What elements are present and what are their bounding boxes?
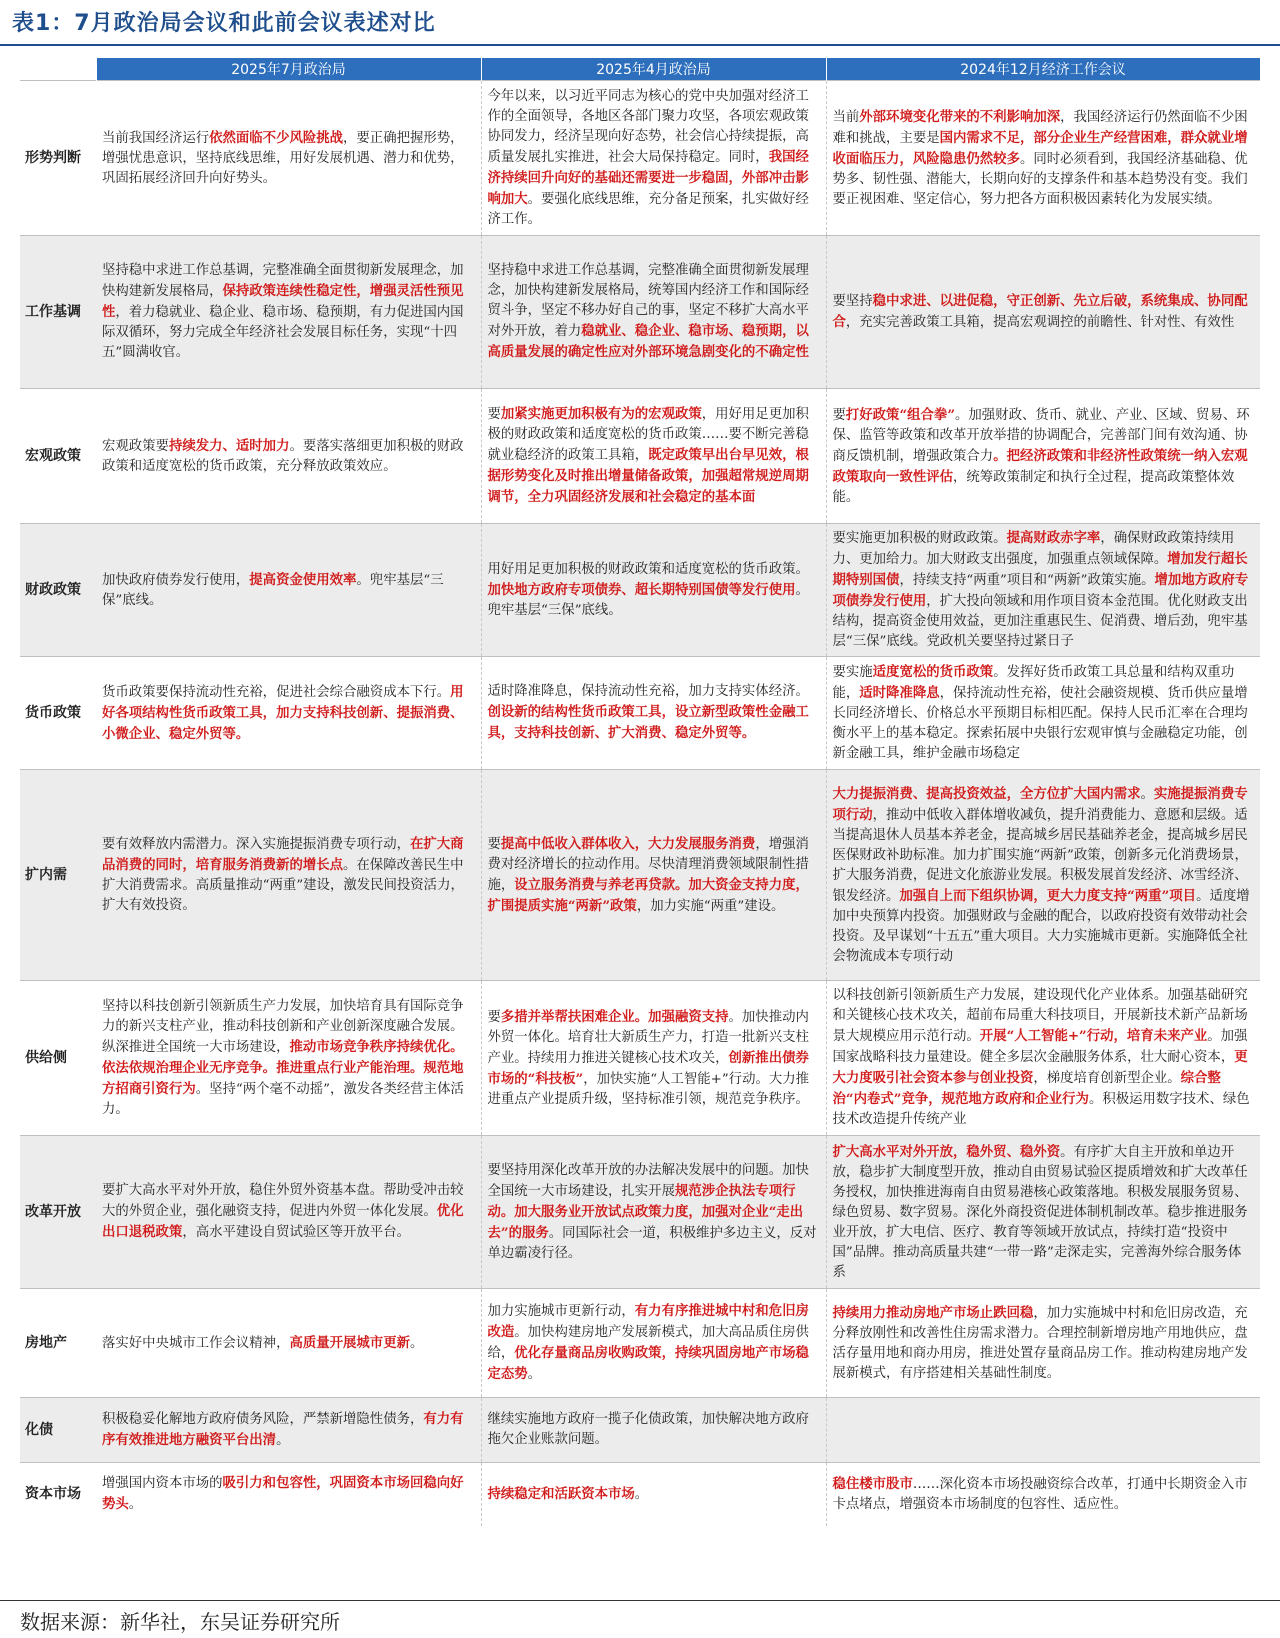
highlight-text: 吸引力和包容性，巩固资本市场回稳向好势头 (102, 1475, 464, 1513)
row-label: 财政政策 (25, 582, 81, 598)
body-text: 要坚持用深化改革开放的办法解决发展中的问题。加快全国统一大市场建设，扎实开展 (487, 1162, 809, 1199)
highlight-text: 用好各项结构性货币政策工具，加力支持科技创新、提振消费、小微企业、稳定外贸等。 (102, 683, 464, 742)
highlight-text: 更大力度吸引社会资本参与创业投资 (832, 1049, 1248, 1086)
table-cell (96, 1289, 481, 1398)
title-bar (0, 0, 1280, 44)
table-cell (96, 981, 481, 1136)
highlight-text: 在扩大商品消费的同时，培育服务消费新的增长点 (102, 836, 464, 873)
row-label: 供给侧 (25, 1050, 67, 1066)
table-cell (96, 81, 481, 236)
table-cell (96, 389, 481, 524)
highlight-text: 适时降准降息 (859, 685, 940, 701)
header-2025-jul: 2025年7月政治局 (96, 58, 481, 81)
table-cell (826, 524, 1260, 657)
body-text: 当前我国经济运行 (102, 130, 210, 146)
body-text: ，扩大投向领域和用作项目资本金范围。优化财政支出结构，提高资金使用效益，更加注重惠民生、促消费、增后劲，兜牢基层“三保”底线。党政机关要坚持过紧日子 (832, 594, 1248, 649)
row-label: 化债 (25, 1422, 53, 1438)
highlight-text: 持续用力推动房地产市场止跌回稳 (832, 1304, 1034, 1321)
body-text: ，着力稳就业、稳企业、稳市场、稳预期，有力促进国内国际双循环，努力完成全年经济社会发展目标任务，实现“十四五”圆满收官。 (102, 305, 464, 360)
table-cell (96, 236, 481, 389)
highlight-text: 加强自上而下组织协调，更大力度支持“两重”项目 (899, 887, 1197, 904)
body-text: 加力实施城市更新行动， (487, 1304, 635, 1319)
bottom-rule (0, 1600, 1280, 1601)
body-text: 坚持以科技创新引领新质生产力发展，加快培育具有国际竞争力的新兴支柱产业，推动科技创新和产业创新深度融合发展。纵深推进全国统一大市场建设， (102, 998, 464, 1055)
table-cell (826, 236, 1260, 389)
body-text: 继续实施地方政府一揽子化债政策，加快解决地方政府拖欠企业账款问题。 (487, 1412, 809, 1447)
body-text: 。要强化底线思维，充分备足预案，扎实做好经济工作。 (487, 191, 809, 227)
body-text: ，加力实施城中村和危旧房改造，充分释放刚性和改善性住房需求潜力。合理控制新增房地产用地供应，盘活存量用地和商办用房，推进处置存量商品房工作。推动构建房地产发展新模式，有序搭建相关基础性制度。 (832, 1305, 1248, 1381)
body-text: 适时降准降息，保持流动性充裕，加力支持实体经济。 (487, 684, 809, 699)
body-text: 要 (832, 407, 846, 423)
highlight-text: 我国经济持续回升向好的基础还需要进一步稳固，外部冲击影响加大 (487, 148, 809, 207)
highlight-text: 设立服务消费与养老再贷款。加大资金支持力度，扩围提质实施“两新”政策 (487, 876, 809, 914)
highlight-text: 增加发行超长期特别国债 (832, 551, 1248, 588)
body-text: 要 (487, 1009, 501, 1025)
body-text: 。 (128, 1497, 143, 1513)
highlight-text: 优化出口退税政策 (102, 1203, 464, 1240)
highlight-text: 开展“人工智能+”行动，培育未来产业 (979, 1028, 1208, 1044)
table-row (20, 657, 1260, 770)
body-text: 坚持稳中求进工作总基调，完整准确全面贯彻新发展理念，加快构建新发展格局， (102, 263, 464, 299)
highlight-text: 创设新的结构性货币政策工具，设立新型政策性金融工具，支持科技创新、扩大消费、稳定外贸等。 (487, 704, 809, 741)
row-label: 宏观政策 (25, 448, 81, 464)
table-cell (481, 657, 826, 770)
table-row (20, 389, 1260, 524)
body-text: ，推动中低收入群体增收减负，提升消费能力、意愿和层级。适当提高退休人员基本养老金，提高城乡居民基础养老金，提高城乡居民医保财政补助标准。加力扩围实施“两新”政策，创新多元化消费场景，扩大服务消费，促进文化旅游业发展。积极发展首发经济、冰雪经济、银发经济。 (832, 807, 1248, 904)
body-text: 增强国内资本市场的 (102, 1476, 223, 1492)
highlight-text: 适度宽松的货币政策 (872, 664, 994, 680)
table-cell (481, 236, 826, 389)
highlight-text: 创新推出债券市场的“科技板” (487, 1049, 809, 1087)
table-cell (481, 1289, 826, 1398)
body-text: 要 (487, 407, 501, 422)
body-text: ，要正确把握形势，增强忧患意识，坚持底线思维，用好发展机遇、潜力和优势，巩固拓展经济回升向好势头。 (102, 130, 464, 186)
row-label: 改革开放 (25, 1204, 81, 1220)
table-row (20, 981, 1260, 1136)
table-row (20, 524, 1260, 657)
table-cell (96, 657, 481, 770)
table-cell (826, 389, 1260, 524)
body-text: 。有序扩大自主开放和单边开放，稳步扩大制度型开放，推动自由贸易试验区提质增效和扩大改革任务授权，加快推进海南自由贸易港核心政策落地。积极发展服务贸易、绿色贸易、数字贸易。深化外商投资促进体制机制改革。稳步推进服务业开放，扩大电信、医疗、教育等领域开放试点，持续打造“投资中国”品牌。推动高质量共建“一带一路”走深走实，完善海外综合服务体系 (832, 1144, 1248, 1280)
source-note: 数据来源：新华社，东吴证券研究所 (20, 1610, 340, 1634)
table-cell (481, 81, 826, 236)
table-cell (481, 981, 826, 1136)
highlight-text: 增加地方政府专项债券发行使用 (832, 572, 1249, 609)
body-text: 货币政策要保持流动性充裕，促进社会综合融资成本下行。 (102, 684, 451, 700)
table-row (20, 236, 1260, 389)
row-label: 工作基调 (25, 304, 81, 320)
table-cell (96, 1398, 481, 1463)
highlight-text: 推动市场竞争秩序持续优化。依法依规治理企业无序竞争。推进重点行业产能治理。规范地方招商引资行为 (102, 1038, 464, 1097)
body-text: ，持续支持“两重”项目和“两新”政策实施。 (899, 573, 1155, 588)
table-cell (826, 770, 1260, 981)
table-cell (826, 81, 1260, 236)
table-cell (826, 981, 1260, 1136)
highlight-text: 有力有序有效推进地方融资平台出清 (102, 1411, 464, 1448)
body-text: 用好用足更加积极的财政政策和适度宽松的货币政策。 (487, 561, 809, 577)
highlight-text: 加紧实施更加积极有为的宏观政策 (500, 406, 702, 422)
body-text: 。适度增加中央预算内投资。加强财政与金融的配合，以政府投资有效带动社会投资。及早谋划“十五五”重大项目。大力实施城市更新。实施降低全社会物流成本专项行动 (832, 888, 1250, 964)
highlight-text: 提高资金使用效率 (249, 571, 357, 588)
body-text: 加快政府债券发行使用， (102, 572, 250, 588)
body-text: 。兜牢基层“三保”底线。 (487, 582, 809, 618)
highlight-text: 优化存量商品房收购政策，持续巩固房地产市场稳定态势 (487, 1345, 809, 1382)
row-label: 房地产 (25, 1335, 67, 1351)
highlight-text: 。把经济政策和非经济性政策统一纳入宏观政策取向一致性评估 (832, 447, 1248, 485)
table-cell (826, 1136, 1260, 1289)
body-text: ，我国经济运行仍然面临不少困难和挑战，主要是 (832, 109, 1248, 146)
body-text: ，梯度培育创新型企业。 (1033, 1071, 1181, 1086)
body-text: 要扩大高水平对外开放，稳住外贸外资基本盘。帮助受冲击较大的外贸企业，强化融资支持，促进内外贸一体化发展。 (102, 1183, 464, 1219)
row-label: 形势判断 (25, 150, 81, 166)
body-text: ，高水平建设自贸试验区等开放平台。 (182, 1225, 410, 1240)
body-text: 。加强财政、货币、就业、产业、区域、贸易、环保、监管等政策和改革开放举措的协调配合，完善部门间有效沟通、协商反馈机制，增强政策合力 (832, 407, 1250, 464)
body-text: 。兜牢基层“三保”底线。 (102, 572, 444, 608)
header-blank (20, 58, 96, 81)
body-text: 。加强国家战略科技力量建设。健全多层次金融服务体系，壮大耐心资本， (832, 1029, 1248, 1065)
body-text: 。 (634, 1486, 649, 1502)
table-title: 表1：7月政治局会议和此前会议表述对比 (12, 11, 436, 36)
highlight-text: 持续稳定和活跃资本市场 (487, 1485, 635, 1502)
header-2024-dec: 2024年12月经济工作会议 (826, 58, 1260, 81)
body-text: 坚持稳中求进工作总基调，完整准确全面贯彻新发展理念，加快构建新发展格局，统筹国内经济工作和国际经贸斗争，坚定不移办好自己的事，坚定不移扩大高水平对外开放，着力 (487, 263, 809, 339)
table-cell (481, 1463, 826, 1526)
header-2025-apr: 2025年4月政治局 (481, 58, 826, 81)
highlight-text: 打好政策“组合拳” (845, 406, 956, 423)
highlight-text: 多措并举帮扶困难企业。加强融资支持 (500, 1008, 729, 1025)
table-row (20, 1398, 1260, 1463)
highlight-text: 高质量开展城市更新 (289, 1334, 410, 1351)
table-header-row (20, 58, 1260, 81)
body-text: 以科技创新引领新质生产力发展，建设现代化产业体系。加强基础研究和关键核心技术攻关，超前布局重大科技项目，开展新技术新产品新场景大规模应用示范行动。 (832, 988, 1248, 1044)
body-text: ，用好用足更加积极的财政政策和适度宽松的货币政策……要不断完善稳就业稳经济的政策工具箱， (487, 407, 809, 463)
highlight-text: 提高财政赤字率 (1006, 530, 1101, 546)
highlight-text: 稳住楼市股市 (832, 1475, 913, 1492)
table-cell (481, 1136, 826, 1289)
row-label: 货币政策 (25, 705, 81, 721)
table-cell (481, 524, 826, 657)
title-rule (0, 44, 1280, 46)
body-text: 。 (527, 1367, 542, 1382)
body-text: ，保持流动性充裕，使社会融资规模、货币供应量增长同经济增长、价格总水平预期目标相匹配。保持人民币汇率在合理均衡水平上的基本稳定。探索拓展中央银行宏观审慎与金融稳定功能，创新金融工具，维护金融市场稳定 (832, 686, 1248, 761)
table-cell (481, 389, 826, 524)
table-cell (826, 1463, 1260, 1526)
table-row (20, 1136, 1260, 1289)
body-text: 宏观政策要 (102, 438, 169, 454)
table-cell (96, 770, 481, 981)
table-cell (96, 1463, 481, 1526)
body-text: 要有效释放内需潜力。深入实施提振消费专项行动， (102, 837, 410, 852)
table-body (20, 81, 1260, 1526)
body-text: 。同时必须看到，我国经济基础稳、优势多、韧性强、潜能大，长期向好的支撑条件和基本趋势没有变。我们要正视困难、坚定信心，努力把各方面积极因素转化为发展实绩。 (832, 151, 1248, 207)
highlight-text: 保持政策连续性稳定性，增强灵活性预见性 (102, 283, 464, 320)
body-text: 。发挥好货币政策工具总量和结构双重功能， (832, 665, 1235, 701)
body-text: 。积极运用数字技术、绿色技术改造提升传统产业 (832, 1092, 1250, 1127)
body-text: ，加力实施“两重”建设。 (636, 898, 785, 914)
highlight-text: 综合整治“内卷式”竞争，规范地方政府和企业行为 (832, 1070, 1221, 1107)
highlight-text: 持续发力、适时加力 (168, 437, 290, 454)
body-text: 。 (409, 1335, 424, 1351)
body-text: 。加快推动内外贸一体化。培育壮大新质生产力，打造一批新兴支柱产业。持续用力推进关键核心技术攻关， (487, 1009, 809, 1066)
table-row (20, 81, 1260, 236)
body-text: 要实施 (832, 665, 873, 680)
comparison-table (20, 58, 1261, 1526)
row-label: 扩内需 (25, 867, 67, 883)
body-text: 。在保障改善民生中扩大消费需求。高质量推动“两重”建设，激发民间投资活力，扩大有效投资。 (102, 858, 464, 913)
table-cell (481, 770, 826, 981)
body-text: ……深化资本市场投融资综合改革，打通中长期资金入市卡点堵点，增强资本市场制度的包容性、适应性。 (832, 1476, 1248, 1512)
comparison-table-wrap (20, 58, 1260, 1526)
table-cell (481, 1398, 826, 1463)
table-row (20, 1289, 1260, 1398)
highlight-text: 依然面临不少风险挑战 (209, 129, 344, 146)
row-label: 资本市场 (25, 1486, 81, 1503)
highlight-text: 稳就业、稳企业、稳市场、稳预期，以高质量发展的确定性应对外部环境急剧变化的不确定性 (487, 323, 809, 360)
table-cell (826, 657, 1260, 770)
table-row (20, 1463, 1260, 1526)
body-text: ，增强消费对经济增长的拉动作用。尽快清理消费领域限制性措施， (487, 836, 809, 893)
highlight-text: 实施提振消费专项行动 (832, 785, 1248, 823)
body-text: 。坚持“两个毫不动摇”，激发各类经营主体活力。 (102, 1081, 464, 1117)
body-text: ，加快实施“人工智能+”行动。大力推进重点产业提质升级，坚持标准引领，规范竞争秩序。 (487, 1071, 810, 1107)
highlight-text: 加快地方政府专项债券、超长期特别国债等发行使用 (487, 581, 796, 598)
table-cell (96, 1136, 481, 1289)
highlight-text: 国内需求不足，部分企业生产经营困难，群众就业增收面临压力，风险隐患仍然较多 (832, 129, 1248, 167)
body-text: 积极稳妥化解地方政府债务风险，严禁新增隐性债务， (102, 1412, 424, 1427)
body-text: 落实好中央城市工作会议精神， (102, 1335, 290, 1351)
body-text: ，统筹政策制定和执行全过程，提高政策整体效能。 (832, 469, 1235, 505)
table-cell (826, 1289, 1260, 1398)
highlight-text: 大力提振消费、提高投资效益，全方位扩大国内需求 (832, 785, 1141, 802)
highlight-text: 外部环境变化带来的不利影响加深 (859, 108, 1061, 125)
body-text: 要坚持 (832, 294, 873, 309)
table-cell (96, 524, 481, 657)
table-row (20, 770, 1260, 981)
body-text: ，确保财政政策持续用力、更加给力。加大财政支出强度，加强重点领域保障。 (832, 531, 1235, 567)
body-text: 当前 (832, 109, 860, 125)
highlight-text: 既定政策早出台早见效，根据形势变化及时推出增量储备政策，加强超常规逆周期调节，全力巩固经济发展和社会稳定的基本面 (487, 447, 809, 505)
body-text: 。加快构建房地产发展新模式，加大高品质住房供给， (487, 1325, 809, 1361)
highlight-text: 稳中求进、以进促稳，守正创新、先立后破，系统集成、协同配合 (832, 293, 1248, 330)
body-text: 。 (276, 1433, 290, 1448)
highlight-text: 提高中低收入群体收入，大力发展服务消费 (500, 835, 756, 852)
body-text: 要实施更加积极的财政政策。 (832, 531, 1007, 546)
highlight-text: 有力有序推进城中村和危旧房改造 (487, 1303, 809, 1340)
body-text: 要 (487, 836, 501, 852)
highlight-text: 规范涉企执法专项行动。加大服务业开放试点政策力度，加强对企业“走出去”的服务 (487, 1182, 804, 1241)
table-cell (826, 1398, 1260, 1463)
body-text: ，充实完善政策工具箱，提高宏观调控的前瞻性、针对性、有效性 (845, 315, 1235, 330)
highlight-text: 扩大高水平对外开放，稳外贸、稳外资 (832, 1143, 1061, 1160)
body-text: 。同国际社会一道，积极维护多边主义，反对单边霸凌行径。 (487, 1225, 817, 1261)
body-text: 。 (1140, 786, 1154, 802)
body-text: 今年以来，以习近平同志为核心的党中央加强对经济工作的全面领导，各地区各部门聚力攻坚，各项宏观政策协同发力，经济呈现向好态势，社会信心持续提振，高质量发展扎实推进，社会大局保持稳定。同时， (487, 88, 809, 165)
body-text: 。要落实落细更加积极的财政政策和适度宽松的货币政策，充分释放政策效应。 (102, 438, 464, 474)
